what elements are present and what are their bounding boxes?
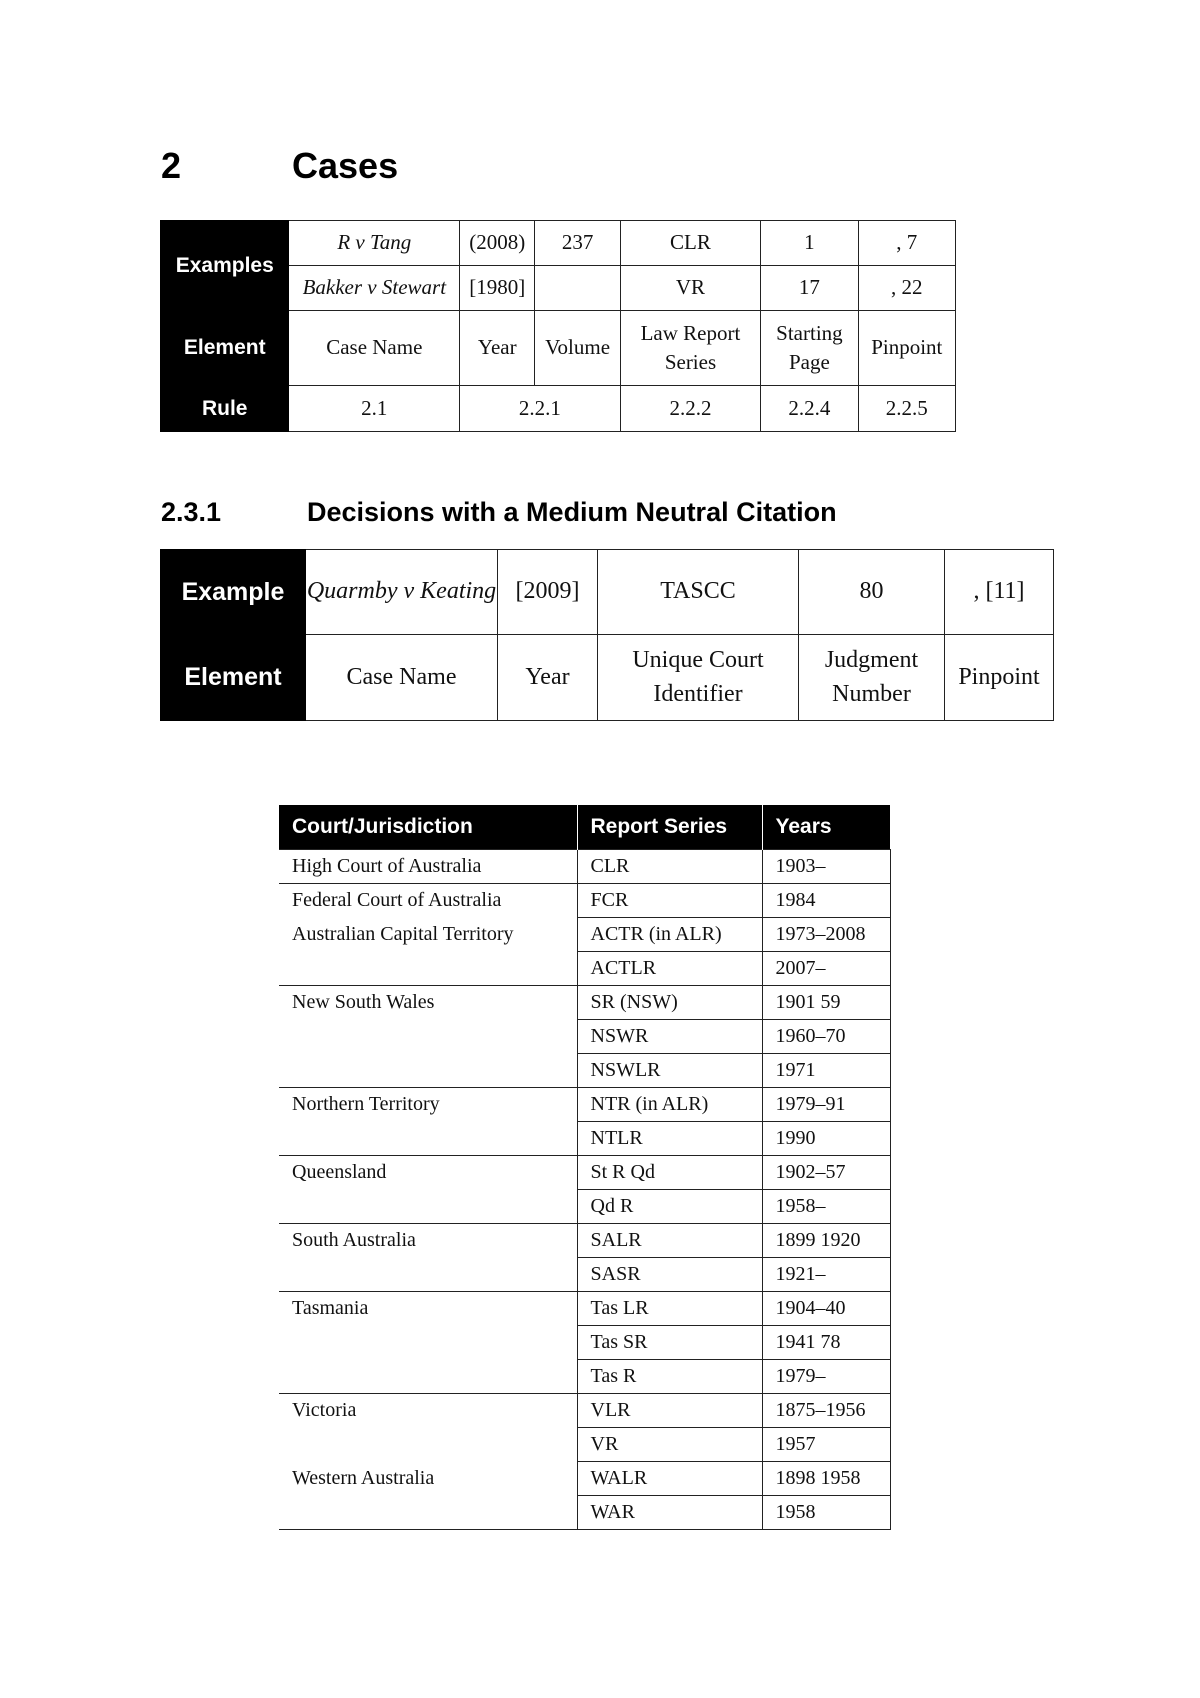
element-year: Year bbox=[498, 635, 598, 721]
element-label: Element bbox=[161, 635, 306, 721]
example-year: [2009] bbox=[498, 550, 598, 635]
series-cell: SALR bbox=[577, 1224, 762, 1258]
citation-elements-table bbox=[160, 220, 956, 432]
years-cell: 1960–70 bbox=[762, 1020, 890, 1054]
header-court: Court/Jurisdiction bbox=[279, 805, 577, 850]
years-cell: 1921– bbox=[762, 1258, 890, 1292]
element-row bbox=[161, 635, 1054, 721]
example-year: (2008) bbox=[460, 221, 535, 266]
series-cell: VLR bbox=[577, 1394, 762, 1428]
table-row bbox=[279, 1088, 890, 1122]
example-series: CLR bbox=[620, 221, 761, 266]
table-row bbox=[279, 1054, 890, 1088]
neutral-citation-table bbox=[160, 549, 1054, 721]
table-body bbox=[279, 850, 890, 1530]
example-page: 17 bbox=[761, 266, 858, 311]
example-volume bbox=[535, 266, 620, 311]
court-cell bbox=[279, 1326, 577, 1360]
table-row bbox=[279, 952, 890, 986]
court-cell bbox=[279, 1360, 577, 1394]
table-row bbox=[279, 1258, 890, 1292]
years-cell: 2007– bbox=[762, 952, 890, 986]
years-cell: 1958 bbox=[762, 1496, 890, 1530]
court-cell: Federal Court of Australia bbox=[279, 884, 577, 918]
court-cell: High Court of Australia bbox=[279, 850, 577, 884]
report-series-table bbox=[279, 805, 891, 1530]
example-case-name: Bakker v Stewart bbox=[289, 266, 460, 311]
element-row bbox=[161, 311, 956, 386]
series-cell: Tas LR bbox=[577, 1292, 762, 1326]
element-case-name: Case Name bbox=[289, 311, 460, 386]
series-cell: Tas SR bbox=[577, 1326, 762, 1360]
court-cell bbox=[279, 1258, 577, 1292]
table-row bbox=[279, 884, 890, 918]
table-row bbox=[279, 1462, 890, 1496]
table-row bbox=[279, 1292, 890, 1326]
example-pinpoint: , [11] bbox=[945, 550, 1054, 635]
table-row bbox=[279, 1122, 890, 1156]
table-row bbox=[279, 1326, 890, 1360]
element-year: Year bbox=[460, 311, 535, 386]
series-cell: Qd R bbox=[577, 1190, 762, 1224]
element-pinpoint: Pinpoint bbox=[945, 635, 1054, 721]
court-cell: Northern Territory bbox=[279, 1088, 577, 1122]
subsection-title: Decisions with a Medium Neutral Citation bbox=[307, 497, 837, 527]
header-series: Report Series bbox=[577, 805, 762, 850]
years-cell: 1941 78 bbox=[762, 1326, 890, 1360]
element-series: Law Report Series bbox=[620, 311, 761, 386]
example-case-name: Quarmby v Keating bbox=[306, 550, 498, 635]
court-cell: South Australia bbox=[279, 1224, 577, 1258]
example-volume: 237 bbox=[535, 221, 620, 266]
series-cell: VR bbox=[577, 1428, 762, 1462]
court-cell: Tasmania bbox=[279, 1292, 577, 1326]
series-cell: NTR (in ALR) bbox=[577, 1088, 762, 1122]
table-row bbox=[279, 986, 890, 1020]
table-row bbox=[279, 850, 890, 884]
series-cell: SASR bbox=[577, 1258, 762, 1292]
series-cell: WAR bbox=[577, 1496, 762, 1530]
header-years: Years bbox=[762, 805, 890, 850]
years-cell: 1899 1920 bbox=[762, 1224, 890, 1258]
years-cell: 1979–91 bbox=[762, 1088, 890, 1122]
header-row bbox=[279, 805, 890, 850]
example-pinpoint: , 7 bbox=[858, 221, 955, 266]
table-row bbox=[279, 1496, 890, 1530]
series-cell: CLR bbox=[577, 850, 762, 884]
court-cell bbox=[279, 1122, 577, 1156]
years-cell: 1971 bbox=[762, 1054, 890, 1088]
series-cell: NTLR bbox=[577, 1122, 762, 1156]
years-cell: 1898 1958 bbox=[762, 1462, 890, 1496]
court-cell: Victoria bbox=[279, 1394, 577, 1428]
rule-pinpoint: 2.2.5 bbox=[858, 386, 955, 432]
table-row bbox=[279, 1394, 890, 1428]
table-row bbox=[279, 1020, 890, 1054]
example-case-name: R v Tang bbox=[289, 221, 460, 266]
table-row bbox=[279, 918, 890, 952]
court-cell: New South Wales bbox=[279, 986, 577, 1020]
example-series: VR bbox=[620, 266, 761, 311]
series-cell: Tas R bbox=[577, 1360, 762, 1394]
court-cell bbox=[279, 1428, 577, 1462]
series-cell: ACTLR bbox=[577, 952, 762, 986]
example-year: [1980] bbox=[460, 266, 535, 311]
element-page: Starting Page bbox=[761, 311, 858, 386]
series-cell: NSWR bbox=[577, 1020, 762, 1054]
table-row bbox=[279, 1190, 890, 1224]
rule-page: 2.2.4 bbox=[761, 386, 858, 432]
court-cell bbox=[279, 952, 577, 986]
years-cell: 1984 bbox=[762, 884, 890, 918]
years-cell: 1875–1956 bbox=[762, 1394, 890, 1428]
years-cell: 1990 bbox=[762, 1122, 890, 1156]
element-judgment: Judgment Number bbox=[799, 635, 945, 721]
court-cell: Australian Capital Territory bbox=[279, 918, 577, 952]
rule-case-name: 2.1 bbox=[289, 386, 460, 432]
element-court: Unique Court Identifier bbox=[598, 635, 799, 721]
years-cell: 1904–40 bbox=[762, 1292, 890, 1326]
rule-row bbox=[161, 386, 956, 432]
series-cell: St R Qd bbox=[577, 1156, 762, 1190]
example-judgment: 80 bbox=[799, 550, 945, 635]
court-cell bbox=[279, 1190, 577, 1224]
years-cell: 1957 bbox=[762, 1428, 890, 1462]
rule-series: 2.2.2 bbox=[620, 386, 761, 432]
years-cell: 1958– bbox=[762, 1190, 890, 1224]
subsection-number: 2.3.1 bbox=[161, 497, 222, 527]
table-row bbox=[279, 1428, 890, 1462]
series-cell: ACTR (in ALR) bbox=[577, 918, 762, 952]
court-cell bbox=[279, 1020, 577, 1054]
years-cell: 1901 59 bbox=[762, 986, 890, 1020]
example-label: Example bbox=[161, 550, 306, 635]
element-pinpoint: Pinpoint bbox=[858, 311, 955, 386]
example-row bbox=[161, 550, 1054, 635]
examples-label: Examples bbox=[161, 221, 289, 311]
court-cell bbox=[279, 1054, 577, 1088]
court-cell bbox=[279, 1496, 577, 1530]
example-row-1 bbox=[161, 221, 956, 266]
series-cell: SR (NSW) bbox=[577, 986, 762, 1020]
series-cell: FCR bbox=[577, 884, 762, 918]
example-pinpoint: , 22 bbox=[858, 266, 955, 311]
example-court: TASCC bbox=[598, 550, 799, 635]
court-cell: Western Australia bbox=[279, 1462, 577, 1496]
years-cell: 1902–57 bbox=[762, 1156, 890, 1190]
element-label: Element bbox=[161, 311, 289, 386]
table-row bbox=[279, 1360, 890, 1394]
series-cell: NSWLR bbox=[577, 1054, 762, 1088]
series-cell: WALR bbox=[577, 1462, 762, 1496]
section-number: 2 bbox=[161, 145, 182, 186]
years-cell: 1903– bbox=[762, 850, 890, 884]
years-cell: 1979– bbox=[762, 1360, 890, 1394]
years-cell: 1973–2008 bbox=[762, 918, 890, 952]
element-case-name: Case Name bbox=[306, 635, 498, 721]
rule-year-volume: 2.2.1 bbox=[460, 386, 621, 432]
court-cell: Queensland bbox=[279, 1156, 577, 1190]
table-row bbox=[279, 1224, 890, 1258]
rule-label: Rule bbox=[161, 386, 289, 432]
table-row bbox=[279, 1156, 890, 1190]
element-volume: Volume bbox=[535, 311, 620, 386]
example-page: 1 bbox=[761, 221, 858, 266]
section-title: Cases bbox=[292, 145, 399, 186]
